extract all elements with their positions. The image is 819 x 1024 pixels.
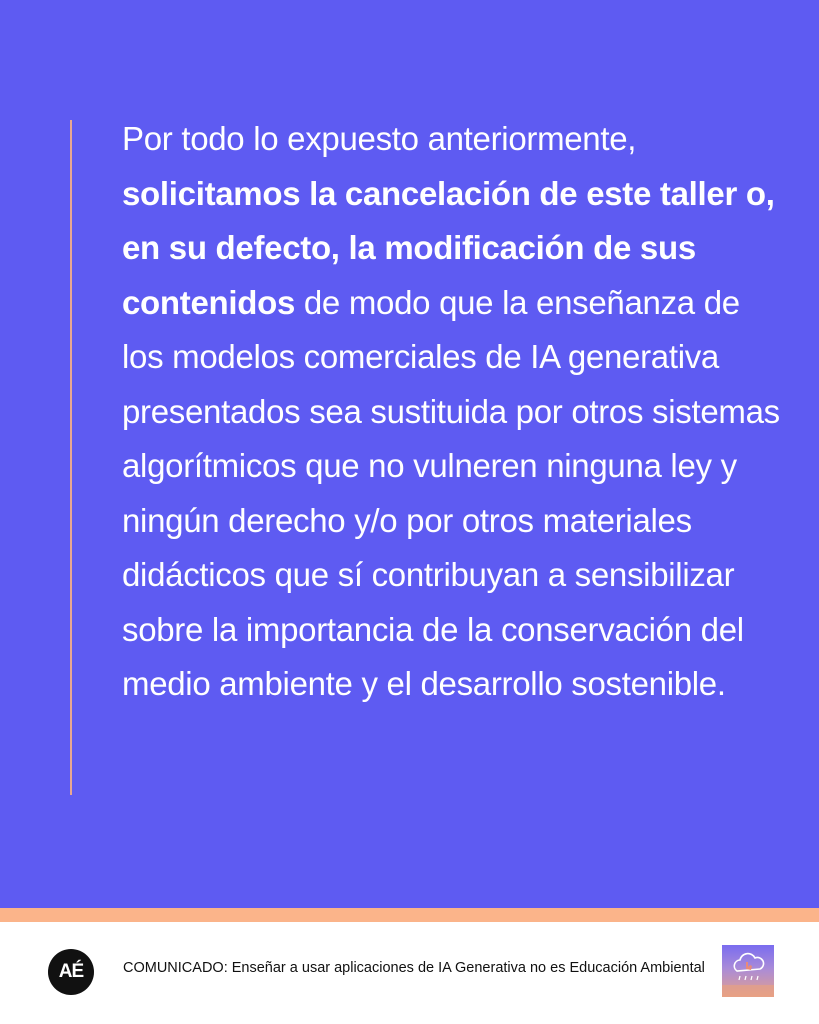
statement-detail: de modo que la enseñanza de los modelos comerciales de IA generativa presentados sea sustituida por otros sistemas algorítmicos que no vulneren ninguna ley y ningún derecho y/o por otros materiales didácticos que sí contribuyan a sensibilizar sobre la importancia de la conservación del medio ambiente y el desarrollo sostenible.: [122, 283, 780, 702]
statement-request: solicitamos la cancelación de este taller o, en su defecto, la modificación de sus contenidos: [122, 174, 775, 321]
statement-intro: Por todo lo expuesto anteriormente,: [122, 120, 637, 157]
accent-line: [70, 120, 72, 795]
thumbnail-image: [722, 945, 774, 997]
statement-text: [122, 112, 782, 712]
footer-caption: COMUNICADO: Enseñar a usar aplicaciones de IA Generativa no es Educación Ambiental: [123, 960, 705, 976]
ae-logo: AÉ: [48, 949, 94, 995]
cloud-hand-icon: [722, 945, 774, 997]
divider-strip: [0, 908, 819, 922]
